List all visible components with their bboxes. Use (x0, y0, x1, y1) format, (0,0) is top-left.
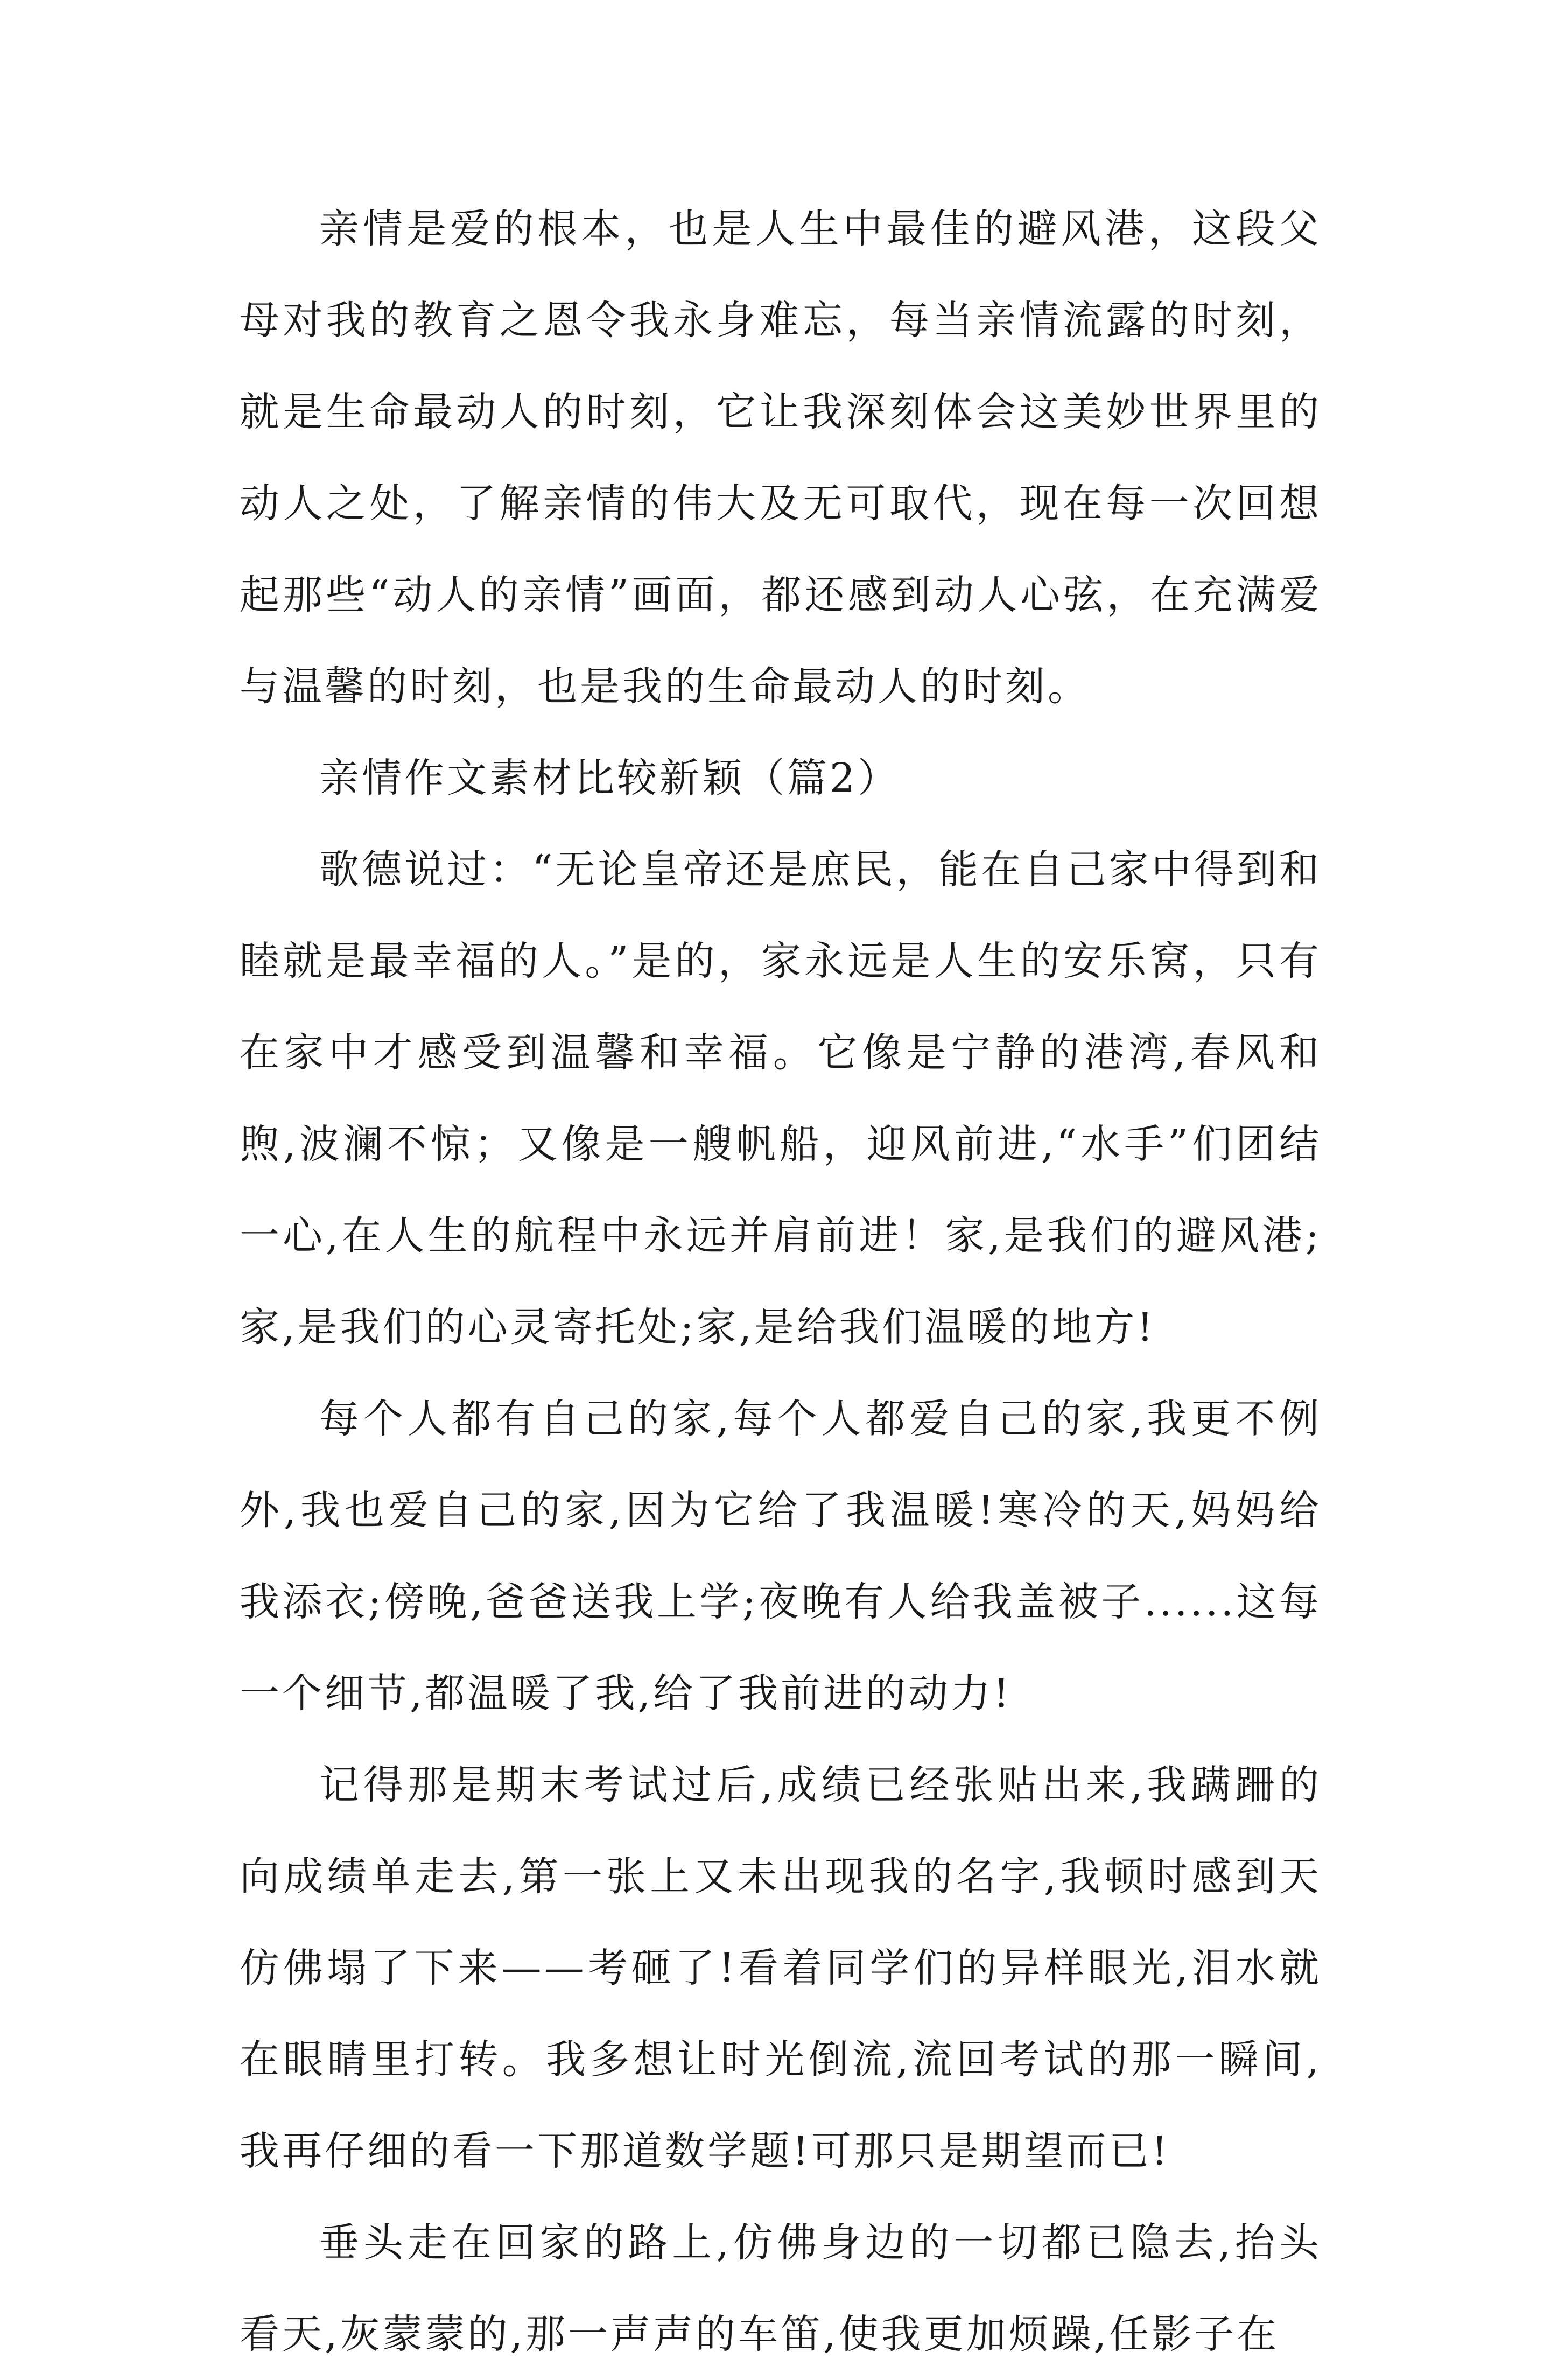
paragraph-exam-memory: 记得那是期末考试过后,成绩已经张贴出来,我蹒跚的向成绩单走去,第一张上又未出现我的名字,我顿时感到天仿佛塌了下来——考砸了!看着同学们的异样眼光,泪水就在眼睛里打转。我多想让时光倒流,流回考试的那一瞬间,我再仔细的看一下那道数学题!可那只是期望而已! (240, 1762, 1322, 2174)
paragraph-walking-home: 垂头走在回家的路上,仿佛身边的一切都已隐去,抬头看天,灰蒙蒙的,那一声声的车笛,使我更加烦躁,任影子在 (240, 2220, 1322, 2357)
paragraph-goethe-quote: 歌德说过：“无论皇帝还是庶民，能在自己家中得到和睦就是最幸福的人。”是的，家永远是人生的安乐窝，只有在家中才感受到温馨和幸福。它像是宁静的港湾,春风和煦,波澜不惊；又像是一艘帆船，迎风前进,“水手”们团结一心,在人生的航程中永远并肩前进！家,是我们的避风港;家,是我们的心灵寄托处;家,是给我们温暖的地方! (240, 846, 1322, 1350)
paragraph-everyone-loves-home: 每个人都有自己的家,每个人都爱自己的家,我更不例外,我也爱自己的家,因为它给了我温暖!寒冷的天,妈妈给我添衣;傍晚,爸爸送我上学;夜晚有人给我盖被子......这每一个细节,都温暖了我,给了我前进的动力! (240, 1396, 1322, 1717)
paragraph-family-love-conclusion: 亲情是爱的根本，也是人生中最佳的避风港，这段父母对我的教育之恩令我永身难忘，每当亲情流露的时刻，就是生命最动人的时刻，它让我深刻体会这美妙世界里的动人之处，了解亲情的伟大及无可取代，现在每一次回想起那些“动人的亲情”画面，都还感到动人心弦，在充满爱与温馨的时刻，也是我的生命最动人的时刻。 (240, 206, 1322, 710)
document-body (240, 183, 1322, 2380)
section-heading: 亲情作文素材比较新颖（篇2） (319, 755, 901, 801)
